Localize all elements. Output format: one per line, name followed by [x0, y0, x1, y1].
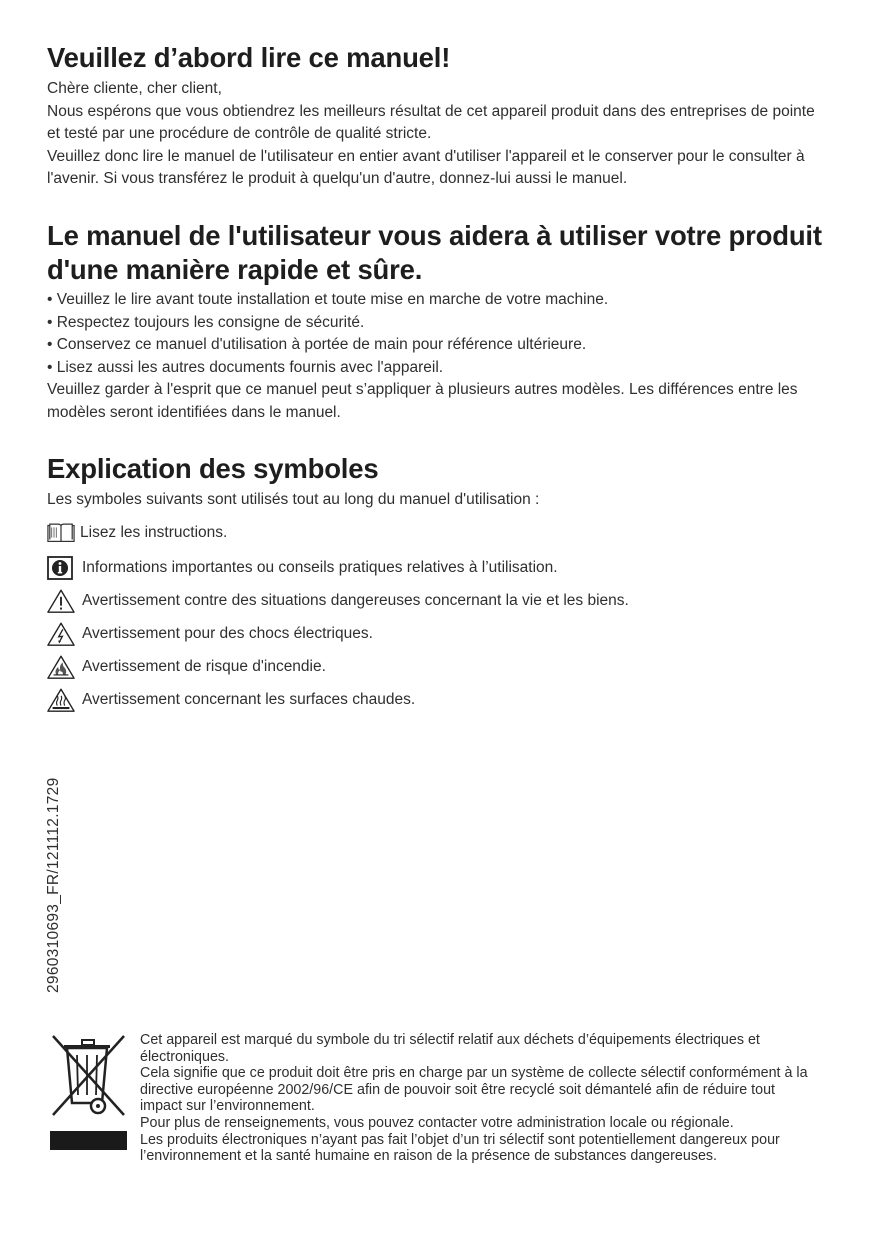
weee-paragraph: Cela signifie que ce produit doit être pris en charge par un système de collecte sélectif conformément à la directive européenne 2002/96/CE afin de pouvoir soit être recyclé soit démantelé afin de réduire tout impact sur l’environnement.: [140, 1065, 808, 1115]
crossed-bin-icon: [50, 1033, 128, 1119]
document-code: 2960310693_FR/121112.1729: [45, 777, 62, 993]
fire-hazard-icon: [47, 654, 75, 680]
list-item: • Lisez aussi les autres documents fournis avec l'appareil.: [47, 358, 444, 376]
weee-paragraph: Les produits électroniques n’ayant pas fait l’objet d’un tri sélectif sont potentiellement dangereux pour l’environnement et la santé humaine en raison de la présence de substances dangereuses.: [140, 1131, 780, 1165]
symbol-label: Avertissement de risque d'incendie.: [82, 658, 326, 675]
manual-usage-list: [47, 289, 827, 425]
symbol-row-info: [47, 555, 807, 581]
weee-paragraph: Cet appareil est marqué du symbole du tri sélectif relatif aux déchets d’équipements électriques et électroniques.: [140, 1032, 760, 1065]
symbols-intro-text: Les symboles suivants sont utilisés tout au long du manuel d'utilisation :: [47, 491, 540, 508]
info-icon: [47, 555, 75, 581]
symbol-label: Lisez les instructions.: [80, 524, 228, 541]
symbols-intro: [47, 489, 827, 512]
weee-notice: [140, 1032, 820, 1165]
list-item: • Conservez ce manuel d'utilisation à portée de main pour référence ultérieure.: [47, 336, 587, 354]
symbol-label: Avertissement contre des situations dangereuses concernant la vie et les biens.: [82, 592, 629, 609]
intro-paragraph: Veuillez donc lire le manuel de l'utilisateur en entier avant d'utiliser l'appareil et le conserver pour le consulter à l'avenir. Si vous transférez le produit à quelqu'un d'autre, donnez-lui aussi le manuel.: [47, 147, 805, 188]
electric-shock-icon: [47, 621, 75, 647]
warning-icon: [47, 588, 75, 614]
symbol-row-fire-hazard: [47, 654, 807, 680]
symbol-label: Avertissement pour des chocs électriques.: [82, 625, 373, 642]
hot-surface-icon: [47, 687, 75, 713]
weee-paragraph: Pour plus de renseignements, vous pouvez contacter votre administration locale ou régionale.: [140, 1114, 734, 1131]
section-title-user-manual: Le manuel de l'utilisateur vous aidera à utiliser votre produit d'une manière rapide et sûre.: [47, 220, 822, 285]
models-note: Veuillez garder à l'esprit que ce manuel peut s’appliquer à plusieurs autres modèles. Les différences entre les modèles seront identifiées dans le manuel.: [47, 381, 798, 421]
section-title-read-manual: Veuillez d’abord lire ce manuel!: [47, 42, 451, 73]
symbol-row-electric-shock: [47, 621, 807, 647]
list-item: • Respectez toujours les consigne de sécurité.: [47, 313, 365, 331]
symbol-label: Avertissement concernant les surfaces chaudes.: [82, 691, 416, 708]
intro-paragraph: Nous espérons que vous obtiendrez les meilleurs résultat de cet appareil produit dans des entreprises de pointe et testé par une procédure de contrôle de qualité stricte.: [47, 102, 815, 143]
greeting: Chère cliente, cher client,: [47, 80, 222, 97]
list-item: • Veuillez le lire avant toute installation et toute mise en marche de votre machine.: [47, 291, 609, 308]
symbol-label: Informations importantes ou conseils pratiques relatives à l’utilisation.: [82, 559, 558, 576]
symbol-row-hot-surface: [47, 687, 807, 713]
symbol-row-warning: [47, 588, 807, 614]
intro-text: [47, 78, 827, 191]
weee-black-bar: [50, 1131, 127, 1150]
symbol-row-read-instructions: [47, 520, 807, 546]
book-icon: [47, 520, 75, 546]
section-title-symbols: Explication des symboles: [47, 453, 379, 484]
